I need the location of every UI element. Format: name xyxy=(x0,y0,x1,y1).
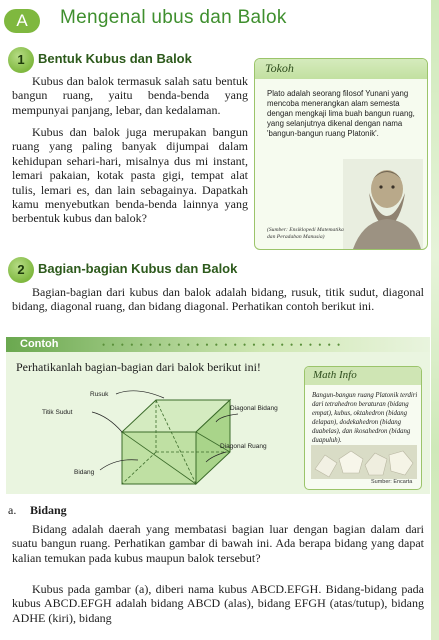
decorative-side-strip xyxy=(431,0,439,640)
subsection-number: 2 xyxy=(8,257,34,283)
subsection-2-header xyxy=(8,257,268,283)
math-info-box xyxy=(304,366,422,490)
math-info-header xyxy=(305,367,421,385)
subsection-title: Bagian-bagian Kubus dan Balok xyxy=(38,261,238,276)
tokoh-header xyxy=(255,59,427,79)
decorative-dots: • • • • • • • • • • • • • • • • • • • • • • • • • • xyxy=(102,340,343,350)
subsection-a-title: Bidang xyxy=(30,503,67,517)
section-header xyxy=(2,5,422,35)
paragraph-4: Bidang adalah daerah yang membatasi bagian luar dengan bagian dalam dari suatu bangun ruang. Perhatikan gambar di bawah ini. Ada berapa bidang yang dapat kalian temukan pada kubus maupun balok tersebut? xyxy=(12,522,424,565)
tokoh-source: (Sumber: Ensiklopedi Matematika dan Peradaban Manusia) xyxy=(267,227,344,240)
subsection-number: 1 xyxy=(8,47,34,73)
paragraph-3: Bagian-bagian dari kubus dan balok adalah bidang, rusuk, titik sudut, diagonal bidang, diagonal ruang, dan bidang diagonal. Perhatikan contoh berikut ini. xyxy=(12,285,424,314)
platonic-solids-photo xyxy=(311,445,417,479)
math-info-text: Bangun-bangun ruang Platonik terdiri dari tetrahedron beraturan (bidang empat), kubus, oktahedron (bidang delapan), dodekahedron (bidang duabelas), dan ikosahedron (bidang duapuluh). xyxy=(312,392,418,444)
label-diagonal-ruang: Diagonal Ruang xyxy=(220,443,267,450)
math-info-source: Sumber: Encarta xyxy=(371,479,413,485)
contoh-label: Contoh xyxy=(20,338,59,350)
subsection-title: Bentuk Kubus dan Balok xyxy=(38,51,192,66)
label-bidang: Bidang xyxy=(74,469,95,476)
section-title: Mengenal ubus dan Balok xyxy=(60,7,287,28)
label-titik-sudut: Titik Sudut xyxy=(42,409,73,416)
subsection-a-letter: a. xyxy=(8,503,17,517)
tokoh-box xyxy=(254,58,428,250)
label-diagonal-bidang: Diagonal Bidang xyxy=(230,405,278,412)
tokoh-text: Plato adalah seorang filosof Yunani yang mencoba menerangkan alam semesta dengan mengkaji lima buah bangun ruang, yang selanjutnya dikenal dengan nama 'bangun-bangun ruang Platonik'. xyxy=(267,89,415,138)
subsection-1-header xyxy=(8,47,268,73)
paragraph-2: Kubus dan balok juga merupakan bangun ruang yang paling banyak dijumpai dalam kehidupan sehari-hari, misalnya dus mi instant, lemari pakaian, kotak pasta gigi, tempat alat tulis, lemari es, dan lain sebagainya. Dapatkah kamu menyebutkan benda-benda lainnya yang berbentuk kubus dan balok? xyxy=(12,125,248,226)
plato-portrait-image xyxy=(343,159,423,249)
cuboid-diagram xyxy=(6,376,306,494)
paragraph-1: Kubus dan balok termasuk salah satu bentuk bangun ruang, yaitu benda-benda yang mempunyai panjang, lebar, dan kedalaman. xyxy=(12,74,248,117)
section-letter-badge: A xyxy=(4,9,40,33)
paragraph-5: Kubus pada gambar (a), diberi nama kubus ABCD.EFGH. Bidang-bidang pada kubus ABCD.EFGH adalah bidang ABCD (alas), bidang EFGH (atas/tutup), bidang ADHE (kiri), bidang xyxy=(12,582,424,625)
contoh-instruction: Perhatikanlah bagian-bagian dari balok berikut ini! xyxy=(16,360,261,374)
math-info-title: Math Info xyxy=(313,369,357,381)
contoh-bar xyxy=(6,337,430,352)
tokoh-title: Tokoh xyxy=(265,61,294,75)
subsection-a-header xyxy=(8,503,67,518)
label-rusuk: Rusuk xyxy=(90,391,109,398)
